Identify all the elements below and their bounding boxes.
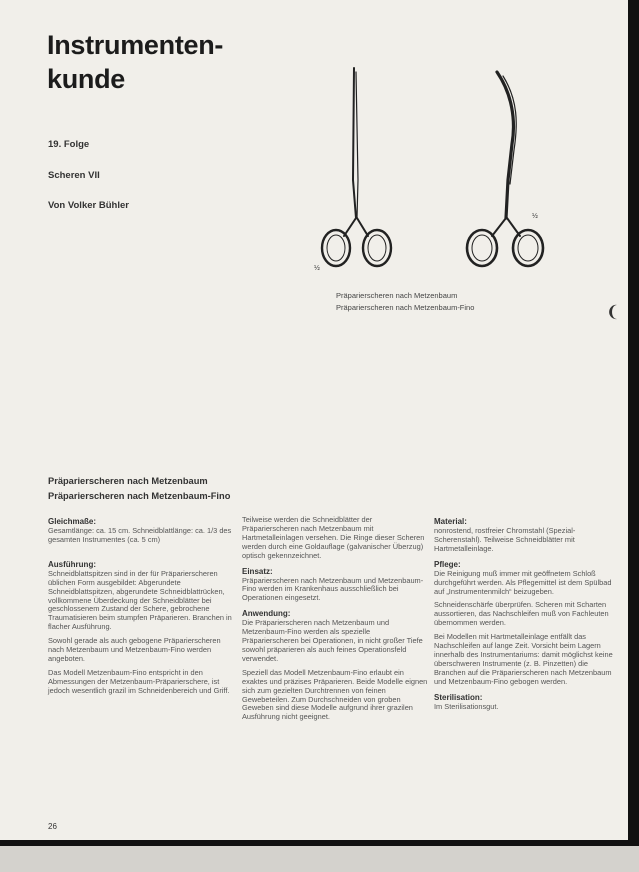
paragraph: Gesamtlänge: ca. 15 cm. Schneidblattlänge: ca. 1/3 des gesamten Instrumentes (ca. 5 cm) bbox=[48, 526, 232, 544]
scissors-illustration bbox=[300, 60, 550, 280]
heading-anwendung: Anwendung: bbox=[242, 609, 291, 619]
text-column-2 bbox=[242, 516, 428, 727]
paragraph: Schneidenschärfe überprüfen. Scheren mit Scharten aussortieren, das Nachschleifen muß von Fachleuten übernommen werden. bbox=[434, 600, 609, 628]
heading-material: Material: bbox=[434, 517, 467, 526]
curved-scale-label: ½ bbox=[532, 213, 538, 220]
text-column-1 bbox=[48, 516, 235, 701]
paragraph: Das Modell Metzenbaum-Fino entspricht in den Abmessungen der Metzenbaum-Präparierschere, ist jedoch wesentlich grazil im Schneidenbereich und Griff. bbox=[48, 667, 230, 695]
paragraph: Schneidblattspitzen sind in der für Präparierscheren üblichen Form ausgebildet: Abgerundete Schneidblattspitzen, abgerundete Schneidblattrücken, vollkommene Überdeckung der Schneidblätter bei geschlossenem Zustand der Schere, gebrochene Traumatisieren beim stumpfen Präparieren. Branchen in flacher Ausführung. bbox=[48, 568, 232, 632]
straight-scissors-drawing bbox=[322, 68, 391, 266]
heading-einsatz: Einsatz: bbox=[242, 566, 273, 576]
paragraph: Präparierscheren nach Metzenbaum und Metzenbaum-Fino werden im Krankenhaus ausschließlich bei Operationen eingesetzt. bbox=[242, 575, 424, 603]
section-heading bbox=[48, 474, 230, 504]
heading-sterilisation: Sterilisation: bbox=[434, 692, 483, 702]
paragraph: Die Reinigung muß immer mit geöffnetem Schloß durchgeführt werden. Als Pflegemittel ist dem Spülbad auf „Instrumentenmilch“ beizugeben. bbox=[434, 568, 612, 596]
subtitle-label: Scheren VII bbox=[48, 170, 100, 181]
paragraph: Bei Modellen mit Hartmetalleinlage entfällt das Nachschleifen auf lange Zeit. Vorsicht beim Lagern innerhalb des Instrumentariums: damit möglichst keine überschweren Instrumente (z. B. Pinzetten) die Branchen auf die Präparierscheren nach Metzenbaum und Metzenbaum-Fino gebogen werden. bbox=[434, 632, 613, 686]
title-line-1: Instrumenten- bbox=[47, 30, 224, 60]
paragraph: Speziell das Modell Metzenbaum-Fino erlaubt ein exaktes und präzises Präparieren. Beide Modelle eignen sich zum gezielten Durchtrennen von feinen Gewebeteilen. Zum Durchschneiden von groben Geweben sind diese Modelle aufgrund ihrer grazilen Ausführung nicht geeignet. bbox=[242, 667, 428, 722]
paragraph: nonrostend, rostfreier Chromstahl (Spezial-Scherenstahl). Teilweise Schneidblätter mit Hartmetalleinlage. bbox=[434, 526, 576, 553]
section-heading-line-1: Präparierscheren nach Metzenbaum bbox=[48, 476, 208, 486]
caption-line-1: Präparierscheren nach Metzenbaum bbox=[336, 291, 458, 300]
scan-dark-edge bbox=[628, 0, 639, 872]
article-title bbox=[47, 28, 223, 96]
page-number: 26 bbox=[48, 822, 57, 831]
section-heading-line-2: Präparierscheren nach Metzenbaum-Fino bbox=[48, 491, 231, 501]
margin-bracket-icon: ❨ bbox=[606, 304, 620, 321]
paragraph: Sowohl gerade als auch gebogene Präparierscheren nach Metzenbaum und Metzenbaum-Fino werden angeboten. bbox=[48, 636, 221, 663]
figure-caption bbox=[336, 290, 474, 314]
scan-bottom-margin bbox=[0, 840, 639, 872]
paragraph: Im Sterilisationsgut. bbox=[434, 701, 499, 711]
heading-ausfuehrung: Ausführung: bbox=[48, 559, 96, 569]
title-line-2: kunde bbox=[47, 64, 126, 94]
author-label: Von Volker Bühler bbox=[48, 200, 129, 211]
paragraph: Die Präparierscheren nach Metzenbaum und Metzenbaum-Fino werden als spezielle Präparierscheren bei Operationen, in nicht großer Tiefe sowohl präparieren als auch feines Operationsfeld verwendet. bbox=[242, 618, 423, 663]
curved-scissors-drawing bbox=[467, 72, 543, 266]
heading-gleichmasse: Gleichmaße: bbox=[48, 517, 97, 526]
paragraph: Teilweise werden die Schneidblätter der Präparierscheren nach Metzenbaum mit Hartmetalleinlagen versehen. Die Ringe dieser Scheren werden durch eine Goldauflage (galvanischer Überzug) optisch gekennzeichnet. bbox=[242, 515, 425, 560]
caption-line-2: Präparierscheren nach Metzenbaum-Fino bbox=[336, 303, 475, 312]
text-column-3 bbox=[434, 516, 620, 717]
series-label: 19. Folge bbox=[48, 139, 90, 150]
scan-dark-bar bbox=[0, 840, 639, 846]
heading-pflege: Pflege: bbox=[434, 559, 461, 569]
straight-scale-label: ½ bbox=[314, 265, 320, 272]
